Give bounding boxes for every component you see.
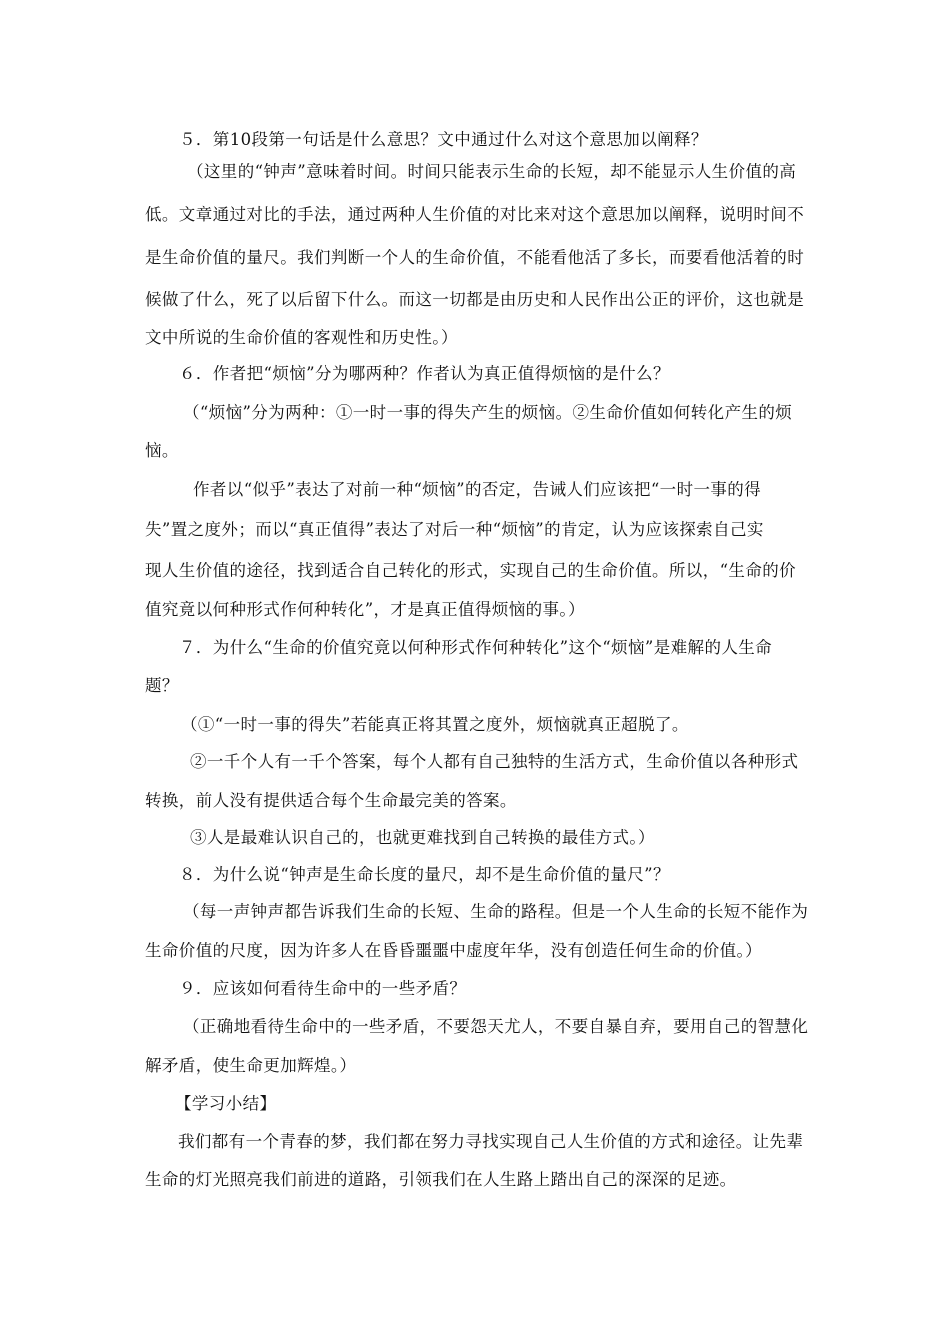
- answer-9-line-2: 解矛盾，使生命更加辉煌。）: [145, 1056, 357, 1075]
- answer-9-line-1: （正确地看待生命中的一些矛盾，不要怨天尤人，不要自暴自弃，要用自己的智慧化: [183, 1017, 809, 1036]
- answer-5-line-4: 候做了什么，死了以后留下什么。而这一切都是由历史和人民作出公正的评价，这也就是: [145, 290, 805, 309]
- answer-7-point-2-cont: 转换，前人没有提供适合每个生命最完美的答案。: [145, 791, 517, 810]
- answer-8-line-1: （每一声钟声都告诉我们生命的长短、生命的路程。但是一个人生命的长短不能作为: [183, 902, 809, 921]
- answer-7-point-3: ③人是最难认识自己的，也就更难找到自己转换的最佳方式。）: [190, 828, 655, 847]
- summary-line-2: 生命的灯光照亮我们前进的道路，引领我们在人生路上踏出自己的深深的足迹。: [145, 1170, 737, 1189]
- answer-5-line-2: 低。文章通过对比的手法，通过两种人生价值的对比来对这个意思加以阐释，说明时间不: [145, 205, 805, 224]
- answer-6-line-1: （“烦恼”分为两种：①一时一事的得失产生的烦恼。②生命价值如何转化产生的烦: [183, 403, 793, 422]
- question-8: ８．为什么说“钟声是生命长度的量尺，却不是生命价值的量尺”？: [179, 865, 670, 884]
- answer-6-line-3: 作者以“似乎”表达了对前一种“烦恼”的否定，告诫人们应该把“一时一事的得: [193, 480, 762, 499]
- answer-6-line-5: 现人生价值的途径，找到适合自己转化的形式，实现自己的生命价值。所以，“生命的价: [145, 561, 797, 580]
- answer-6-line-2: 恼。: [145, 441, 179, 460]
- question-5: ５．第10段第一句话是什么意思？文中通过什么对这个意思加以阐释？: [179, 130, 708, 149]
- question-9: ９．应该如何看待生命中的一些矛盾？: [179, 979, 467, 998]
- answer-6-line-6: 值究竟以何种形式作何种转化”，才是真正值得烦恼的事。）: [145, 600, 585, 619]
- question-7-line-2: 题？: [145, 676, 179, 695]
- answer-6-line-4: 失”置之度外；而以“真正值得”表达了对后一种“烦恼”的肯定，认为应该探索自己实: [145, 520, 764, 539]
- summary-line-1: 我们都有一个青春的梦，我们都在努力寻找实现自己人生价值的方式和途径。让先辈: [178, 1132, 804, 1151]
- answer-5-line-1: （这里的“钟声”意味着时间。时间只能表示生命的长短，却不能显示人生价值的高: [187, 162, 797, 181]
- section-heading-summary: 【学习小结】: [175, 1094, 277, 1113]
- answer-7-point-2: ②一千个人有一千个答案，每个人都有自己独特的生活方式，生命价值以各种形式: [190, 752, 799, 771]
- answer-8-line-2: 生命价值的尺度，因为许多人在昏昏噩噩中虚度年华，没有创造任何生命的价值。）: [145, 941, 763, 960]
- question-6: ６．作者把“烦恼”分为哪两种？作者认为真正值得烦恼的是什么？: [179, 364, 670, 383]
- answer-5-line-5: 文中所说的生命价值的客观性和历史性。）: [145, 328, 458, 347]
- answer-5-line-3: 是生命价值的量尺。我们判断一个人的生命价值，不能看他活了多长，而要看他活着的时: [145, 248, 805, 267]
- answer-7-point-1: （①“一时一事的得失”若能真正将其置之度外，烦恼就真正超脱了。: [181, 715, 689, 734]
- question-7: ７．为什么“生命的价值究竟以何种形式作何种转化”这个“烦恼”是难解的人生命: [179, 638, 773, 657]
